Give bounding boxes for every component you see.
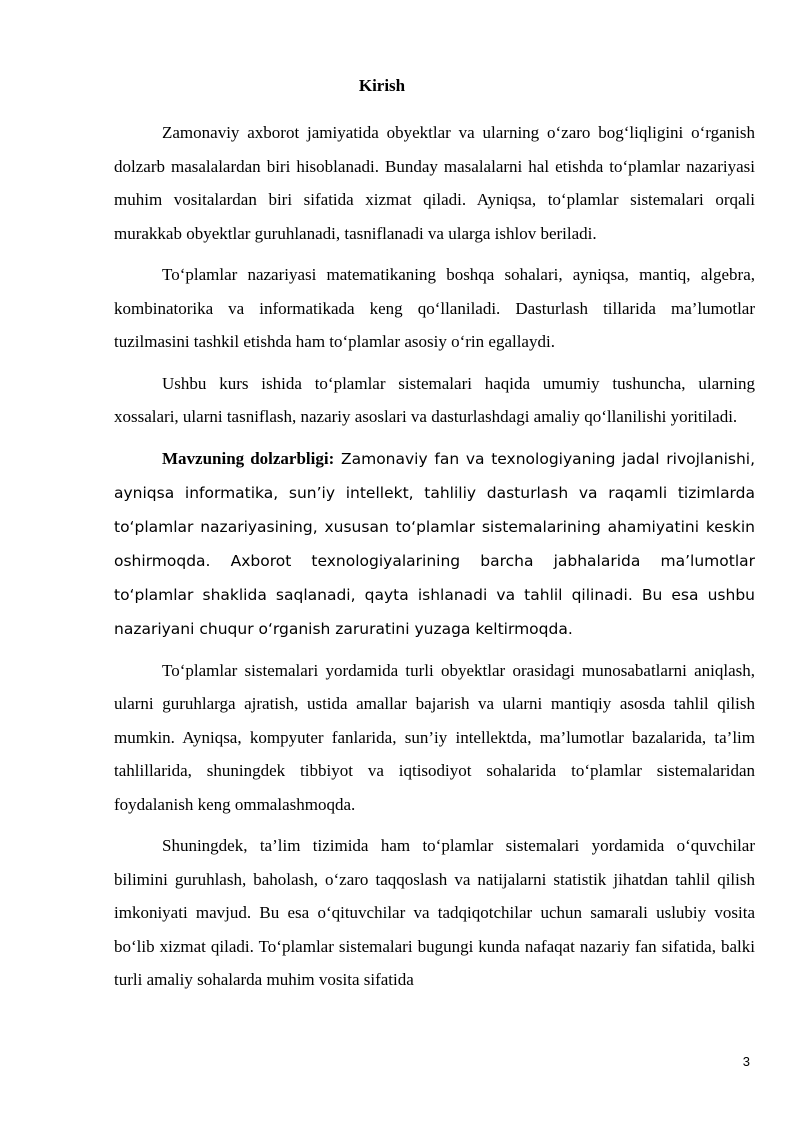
paragraph-relevance bbox=[114, 442, 755, 646]
page-number: 3 bbox=[742, 1054, 750, 1069]
paragraph-education: Shuningdek, ta’lim tizimida ham to‘plamlar sistemalari yordamida o‘quvchilar bilimini guruhlash, baholash, o‘zaro taqqoslash va natijalarni statistik jihatdan tahlil qilish imkoniyati mavjud. Bu esa o‘qituvchilar va tadqiqotchilar uchun samarali uslubiy vosita bo‘lib xizmat qiladi. To‘plamlar sistemalari bugungi kunda nafaqat nazariy fan sifatida, balki turli amaliy sohalarda muhim vosita sifatida bbox=[114, 836, 755, 989]
relevance-text: Zamonaviy fan va texnologiyaning jadal rivojlanishi, ayniqsa informatika, sun’iy intellekt, tahliliy dasturlash va raqamli tizimlarda to‘plamlar nazariyasining, xususan to‘plamlar sistemalarining ahamiyatini keskin oshirmoqda. Axborot texnologiyalarining barcha jabhalarida ma’lumotlar to‘plamlar shaklida saqlanadi, qayta ishlanadi va tahlil qilinadi. Bu esa ushbu nazariyani chuqur o‘rganish zaruratini yuzaga keltirmoqda. bbox=[114, 449, 756, 638]
relevance-label: Mavzuning dolzarbligi: bbox=[162, 448, 335, 468]
paragraph-applications: To‘plamlar sistemalari yordamida turli obyektlar orasidagi munosabatlarni aniqlash, ularni guruhlarga ajratish, ustida amallar bajarish va ularni mantiqiy asosda tahlil qilish mumkin. Ayniqsa, kompyuter fanlarida, sun’iy intellektda, ma’lumotlar bazalarida, ta’lim tahlillarida, shuningdek tibbiyot va iqtisodiyot sohalarida to‘plamlar sistemalaridan foydalanish keng ommalashmoqda. bbox=[114, 660, 755, 814]
paragraph-course-scope: Ushbu kurs ishida to‘plamlar sistemalari haqida umumiy tushuncha, ularning xossalari, ularni tasniflash, nazariy asoslari va dasturlashdagi amaliy qo‘llanilishi yoritiladi. bbox=[114, 373, 755, 426]
paragraph-set-theory-usage: To‘plamlar nazariyasi matematikaning boshqa sohalari, ayniqsa, mantiq, algebra, kombinatorika va informatikada keng qo‘llaniladi. Dasturlash tillarida ma’lumotlar tuzilmasini tashkil etishda ham to‘plamlar asosiy o‘rin egallaydi. bbox=[114, 265, 755, 351]
paragraph-intro: Zamonaviy axborot jamiyatida obyektlar va ularning o‘zaro bog‘liqligini o‘rganish dolzarb masalalardan biri hisoblanadi. Bunday masalalarni hal etishda to‘plamlar nazariyasi muhim vositalardan biri sifatida xizmat qiladi. Ayniqsa, to‘plamlar sistemalari orqali murakkab obyektlar guruhlanadi, tasniflanadi va ularga ishlov beriladi. bbox=[114, 123, 755, 243]
document-body bbox=[114, 116, 755, 1005]
section-heading: Kirish bbox=[358, 76, 406, 95]
